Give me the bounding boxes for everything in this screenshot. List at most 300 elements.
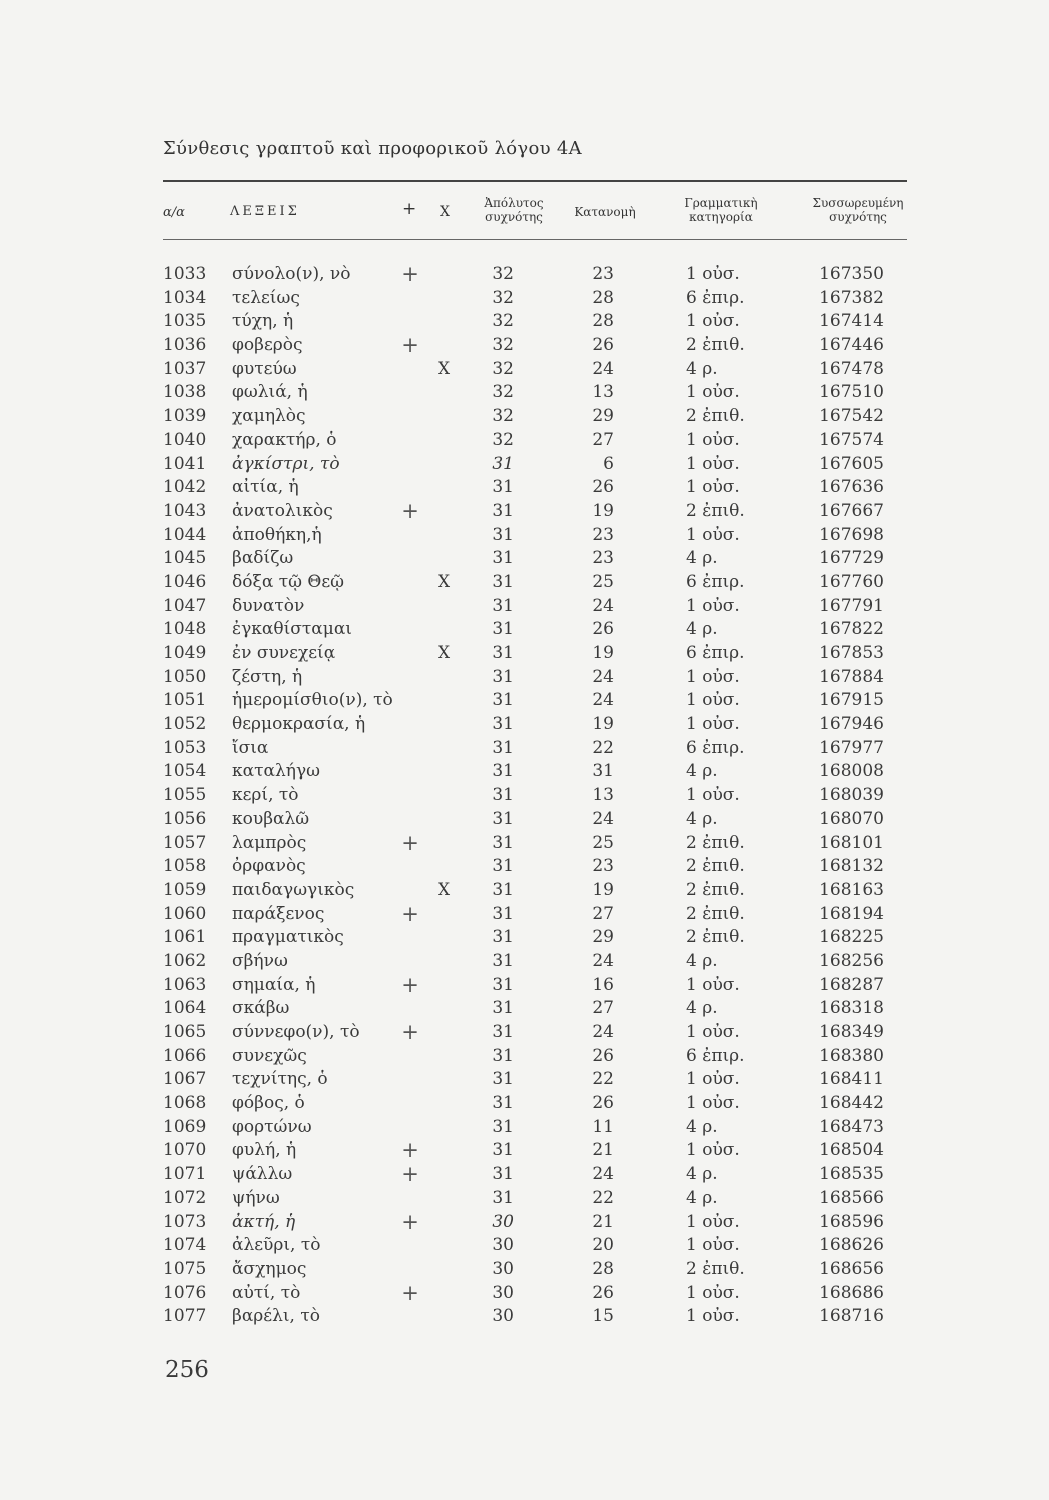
cell-rank: 6 — [603, 453, 614, 474]
cell-word: σύννεφο(ν), τὸ — [232, 1022, 360, 1042]
cell-word: φορτώνω — [232, 1116, 312, 1137]
cell-word: ἴσια — [232, 737, 269, 758]
cell-word: σημαία, ἡ — [232, 974, 316, 995]
table-row — [0, 381, 1049, 405]
table-row — [0, 832, 1049, 856]
cell-word: θερμοκρασία, ἡ — [232, 714, 366, 735]
cell-gram: 1 οὐσ. — [686, 1022, 740, 1042]
cell-gram: 4 ρ. — [686, 1187, 718, 1208]
cell-cum: 168442 — [819, 1093, 884, 1114]
table-row — [0, 1211, 1049, 1235]
cell-word: φωλιά, ἡ — [232, 382, 308, 403]
cell-word: τεχνίτης, ὁ — [232, 1069, 328, 1090]
cell-abs: 31 — [492, 714, 514, 735]
table-row — [0, 666, 1049, 690]
cell-gram: 6 ἐπιρ. — [686, 287, 745, 308]
table-row — [0, 310, 1049, 334]
cell-cum: 167791 — [819, 595, 884, 616]
cell-plus: + — [401, 262, 419, 286]
cell-word: τύχη, ἡ — [232, 311, 294, 332]
cell-gram: 4 ρ. — [686, 619, 718, 640]
table-row — [0, 855, 1049, 879]
cell-abs: 31 — [492, 974, 514, 995]
table-row — [0, 1116, 1049, 1140]
cell-gram: 2 ἐπιθ. — [686, 1258, 745, 1279]
cell-gram: 1 οὐσ. — [686, 311, 740, 332]
cell-rank: 28 — [592, 287, 614, 308]
cell-x: Χ — [438, 643, 451, 663]
table-row — [0, 1163, 1049, 1187]
cell-cum: 167510 — [819, 382, 884, 403]
cell-abs: 30 — [492, 1211, 514, 1232]
cell-gram: 2 ἐπιθ. — [686, 879, 745, 900]
cell-num: 1042 — [163, 477, 207, 498]
cell-rank: 24 — [592, 358, 614, 379]
cell-plus: + — [401, 1280, 419, 1305]
cell-rank: 27 — [592, 903, 614, 924]
table-row — [0, 547, 1049, 571]
cell-cum: 168566 — [819, 1187, 884, 1208]
cell-abs: 32 — [492, 264, 514, 284]
cell-rank: 28 — [592, 311, 614, 332]
cell-num: 1040 — [163, 429, 207, 450]
cell-word: παράξενος — [232, 903, 325, 924]
cell-num: 1065 — [163, 1022, 207, 1042]
cell-rank: 26 — [592, 619, 614, 640]
cell-num: 1035 — [163, 311, 207, 332]
cell-word: πραγματικὸς — [232, 927, 344, 948]
cell-plus: + — [401, 830, 419, 855]
cell-cum: 168716 — [819, 1306, 884, 1327]
cell-abs: 30 — [492, 1306, 514, 1327]
cell-cum: 167542 — [819, 406, 884, 427]
cell-abs: 31 — [492, 1116, 514, 1137]
cell-gram: 1 οὐσ. — [686, 1306, 740, 1327]
cell-word: ἀκτή, ἡ — [232, 1211, 296, 1232]
table-row — [0, 642, 1049, 666]
cell-num: 1033 — [163, 264, 207, 284]
table-row — [0, 1139, 1049, 1163]
cell-gram: 1 οὐσ. — [686, 666, 740, 687]
cell-cum: 168535 — [819, 1164, 884, 1185]
cell-gram: 1 οὐσ. — [686, 690, 740, 711]
cell-plus: + — [401, 972, 419, 997]
cell-cum: 167977 — [819, 737, 884, 758]
cell-gram: 6 ἐπιρ. — [686, 737, 745, 758]
cell-word: σύνολο(ν), νὸ — [232, 264, 351, 284]
cell-num: 1057 — [163, 832, 207, 853]
table-row — [0, 1068, 1049, 1092]
cell-num: 1037 — [163, 358, 207, 379]
cell-num: 1054 — [163, 761, 207, 782]
cell-num: 1036 — [163, 335, 207, 356]
cell-num: 1053 — [163, 737, 207, 758]
cell-word: ὀρφανὸς — [232, 856, 306, 877]
table-row — [0, 429, 1049, 453]
cell-rank: 23 — [592, 524, 614, 545]
cell-cum: 168318 — [819, 998, 884, 1019]
cell-gram: 6 ἐπιρ. — [686, 571, 745, 592]
cell-gram: 2 ἐπιθ. — [686, 832, 745, 853]
page-number: 256 — [165, 1357, 209, 1383]
cell-num: 1073 — [163, 1211, 207, 1232]
cell-num: 1051 — [163, 690, 207, 711]
table-row — [0, 1305, 1049, 1329]
table-row — [0, 500, 1049, 524]
cell-abs: 31 — [492, 856, 514, 877]
cell-num: 1060 — [163, 903, 207, 924]
table-row — [0, 476, 1049, 500]
cell-rank: 21 — [592, 1140, 614, 1161]
cell-rank: 25 — [592, 571, 614, 592]
cell-x: Χ — [438, 571, 451, 592]
cell-num: 1055 — [163, 785, 207, 806]
table-row — [0, 334, 1049, 358]
cell-gram: 2 ἐπιθ. — [686, 406, 745, 427]
cell-num: 1046 — [163, 571, 207, 592]
cell-word: σκάβω — [232, 998, 290, 1019]
cell-num: 1056 — [163, 808, 207, 829]
cell-gram: 1 οὐσ. — [686, 1093, 740, 1114]
table-row — [0, 618, 1049, 642]
cell-abs: 31 — [492, 761, 514, 782]
cell-abs: 31 — [492, 785, 514, 806]
cell-gram: 2 ἐπιθ. — [686, 927, 745, 948]
cell-plus: + — [401, 1209, 419, 1234]
cell-plus: + — [401, 333, 419, 358]
table-row — [0, 713, 1049, 737]
table-row — [0, 405, 1049, 429]
cell-abs: 31 — [492, 1022, 514, 1042]
table-row — [0, 760, 1049, 784]
cell-abs: 31 — [492, 903, 514, 924]
header-distribution: Κατανομὴ — [574, 205, 636, 219]
cell-rank: 16 — [592, 974, 614, 995]
cell-gram: 2 ἐπιθ. — [686, 856, 745, 877]
table-row — [0, 524, 1049, 548]
cell-gram: 1 οὐσ. — [686, 1211, 740, 1232]
cell-num: 1066 — [163, 1045, 207, 1066]
cell-cum: 167853 — [819, 643, 884, 663]
cell-rank: 26 — [592, 1282, 614, 1303]
cell-abs: 31 — [492, 927, 514, 948]
cell-abs: 32 — [492, 287, 514, 308]
cell-abs: 30 — [492, 1235, 514, 1256]
table-row — [0, 1021, 1049, 1045]
cell-plus: + — [401, 1162, 419, 1187]
cell-abs: 31 — [492, 571, 514, 592]
cell-gram: 4 ρ. — [686, 1116, 718, 1137]
cell-abs: 30 — [492, 1282, 514, 1303]
header-plus: + — [402, 199, 417, 219]
cell-abs: 31 — [492, 879, 514, 900]
cell-word: συνεχῶς — [232, 1045, 307, 1066]
cell-cum: 167698 — [819, 524, 884, 545]
cell-cum: 168380 — [819, 1045, 884, 1066]
cell-abs: 31 — [492, 666, 514, 687]
cell-cum: 167605 — [819, 453, 884, 474]
cell-gram: 2 ἐπιθ. — [686, 903, 745, 924]
cell-abs: 31 — [492, 1164, 514, 1185]
cell-cum: 168008 — [819, 761, 884, 782]
cell-rank: 19 — [592, 879, 614, 900]
cell-gram: 2 ἐπιθ. — [686, 500, 745, 521]
cell-word: φυλή, ἡ — [232, 1140, 297, 1161]
cell-cum: 168194 — [819, 903, 884, 924]
cell-abs: 31 — [492, 477, 514, 498]
table-row — [0, 689, 1049, 713]
cell-abs: 31 — [492, 690, 514, 711]
cell-abs: 31 — [492, 643, 514, 663]
cell-word: αἰτία, ἡ — [232, 477, 299, 498]
header-grammatical-category-line1: Γραμματικὴ — [684, 196, 758, 210]
cell-cum: 168256 — [819, 950, 884, 971]
cell-rank: 27 — [592, 998, 614, 1019]
cell-gram: 1 οὐσ. — [686, 974, 740, 995]
cell-num: 1072 — [163, 1187, 207, 1208]
cell-word: ἀνατολικὸς — [232, 500, 333, 521]
cell-rank: 29 — [592, 406, 614, 427]
cell-num: 1049 — [163, 643, 207, 663]
cell-num: 1044 — [163, 524, 207, 545]
cell-cum: 168596 — [819, 1211, 884, 1232]
cell-gram: 4 ρ. — [686, 950, 718, 971]
cell-cum: 167667 — [819, 500, 884, 521]
cell-num: 1047 — [163, 595, 207, 616]
cell-gram: 1 οὐσ. — [686, 453, 740, 474]
cell-abs: 31 — [492, 1069, 514, 1090]
cell-word: τελείως — [232, 287, 300, 308]
cell-word: ἀλεῦρι, τὸ — [232, 1235, 321, 1256]
cell-cum: 167884 — [819, 666, 884, 687]
cell-gram: 1 οὐσ. — [686, 477, 740, 498]
cell-num: 1045 — [163, 548, 207, 569]
table-row — [0, 1045, 1049, 1069]
cell-cum: 168039 — [819, 785, 884, 806]
cell-gram: 4 ρ. — [686, 998, 718, 1019]
header-serial: α/α — [163, 205, 185, 220]
cell-cum: 167382 — [819, 287, 884, 308]
cell-abs: 32 — [492, 358, 514, 379]
cell-num: 1071 — [163, 1164, 207, 1185]
cell-rank: 26 — [592, 335, 614, 356]
cell-word: ζέστη, ἡ — [232, 666, 303, 687]
cell-rank: 22 — [592, 1187, 614, 1208]
cell-cum: 168504 — [819, 1140, 884, 1161]
table-row — [0, 1187, 1049, 1211]
cell-rank: 11 — [592, 1116, 614, 1137]
cell-rank: 29 — [592, 927, 614, 948]
cell-gram: 1 οὐσ. — [686, 595, 740, 616]
cell-rank: 22 — [592, 1069, 614, 1090]
cell-cum: 168101 — [819, 832, 884, 853]
table-row — [0, 287, 1049, 311]
cell-cum: 167760 — [819, 571, 884, 592]
header-top-rule — [163, 180, 907, 182]
cell-cum: 167414 — [819, 311, 884, 332]
cell-rank: 28 — [592, 1258, 614, 1279]
cell-word: φοβερὸς — [232, 335, 303, 356]
cell-rank: 13 — [592, 382, 614, 403]
cell-num: 1038 — [163, 382, 207, 403]
cell-gram: 2 ἐπιθ. — [686, 335, 745, 356]
cell-cum: 167478 — [819, 358, 884, 379]
cell-num: 1034 — [163, 287, 207, 308]
cell-word: ψήνω — [232, 1187, 280, 1208]
cell-num: 1039 — [163, 406, 207, 427]
cell-gram: 1 οὐσ. — [686, 1069, 740, 1090]
cell-rank: 20 — [592, 1235, 614, 1256]
cell-gram: 4 ρ. — [686, 358, 718, 379]
cell-abs: 31 — [492, 737, 514, 758]
cell-x: Χ — [438, 879, 451, 900]
cell-abs: 31 — [492, 808, 514, 829]
cell-rank: 19 — [592, 643, 614, 663]
cell-rank: 23 — [592, 856, 614, 877]
header-grammatical-category-line2: κατηγορία — [689, 210, 753, 224]
header-absolute-frequency-line2: συχνότης — [485, 210, 543, 224]
cell-plus: + — [401, 498, 419, 523]
cell-rank: 31 — [592, 761, 614, 782]
cell-gram: 1 οὐσ. — [686, 714, 740, 735]
cell-num: 1052 — [163, 714, 207, 735]
cell-cum: 168132 — [819, 856, 884, 877]
cell-gram: 4 ρ. — [686, 1164, 718, 1185]
cell-num: 1059 — [163, 879, 207, 900]
cell-rank: 23 — [592, 264, 614, 284]
cell-rank: 24 — [592, 666, 614, 687]
cell-rank: 26 — [592, 477, 614, 498]
cell-num: 1061 — [163, 927, 207, 948]
cell-rank: 21 — [592, 1211, 614, 1232]
cell-gram: 1 οὐσ. — [686, 524, 740, 545]
cell-word: παιδαγωγικὸς — [232, 879, 355, 900]
header-cumulative-frequency — [800, 196, 916, 224]
word-table — [0, 263, 1049, 1329]
cell-word: ψάλλω — [232, 1164, 293, 1185]
cell-word: ἐν συνεχείᾳ — [232, 643, 336, 663]
cell-rank: 24 — [592, 690, 614, 711]
cell-cum: 168163 — [819, 879, 884, 900]
cell-num: 1075 — [163, 1258, 207, 1279]
cell-word: αὐτί, τὸ — [232, 1282, 301, 1303]
cell-gram: 1 οὐσ. — [686, 382, 740, 403]
table-row — [0, 1282, 1049, 1306]
cell-abs: 31 — [492, 595, 514, 616]
cell-gram: 4 ρ. — [686, 808, 718, 829]
header-cumulative-frequency-line2: συχνότης — [829, 210, 887, 224]
header-absolute-frequency — [470, 196, 558, 224]
cell-abs: 32 — [492, 429, 514, 450]
cell-plus: + — [401, 1020, 419, 1044]
cell-cum: 167350 — [819, 264, 884, 284]
table-row — [0, 997, 1049, 1021]
cell-num: 1076 — [163, 1282, 207, 1303]
cell-rank: 23 — [592, 548, 614, 569]
cell-num: 1062 — [163, 950, 207, 971]
cell-num: 1077 — [163, 1306, 207, 1327]
table-row — [0, 879, 1049, 903]
cell-cum: 168473 — [819, 1116, 884, 1137]
cell-abs: 31 — [492, 1187, 514, 1208]
cell-cum: 168225 — [819, 927, 884, 948]
cell-gram: 6 ἐπιρ. — [686, 1045, 745, 1066]
cell-num: 1064 — [163, 998, 207, 1019]
table-row — [0, 595, 1049, 619]
table-row — [0, 808, 1049, 832]
cell-cum: 167636 — [819, 477, 884, 498]
cell-abs: 31 — [492, 950, 514, 971]
cell-word: καταλήγω — [232, 761, 320, 782]
cell-word: ἀποθήκη,ἡ — [232, 524, 322, 545]
cell-rank: 24 — [592, 950, 614, 971]
cell-abs: 31 — [492, 524, 514, 545]
cell-num: 1074 — [163, 1235, 207, 1256]
cell-cum: 167729 — [819, 548, 884, 569]
table-row — [0, 974, 1049, 998]
table-row — [0, 1258, 1049, 1282]
cell-rank: 27 — [592, 429, 614, 450]
cell-num: 1041 — [163, 453, 207, 474]
cell-cum: 168287 — [819, 974, 884, 995]
cell-num: 1069 — [163, 1116, 207, 1137]
header-grammatical-category — [668, 196, 774, 224]
cell-rank: 15 — [592, 1306, 614, 1327]
cell-gram: 1 οὐσ. — [686, 1282, 740, 1303]
cell-rank: 24 — [592, 1022, 614, 1042]
cell-rank: 19 — [592, 500, 614, 521]
header-cumulative-frequency-line1: Συσσωρευμένη — [812, 196, 904, 210]
cell-num: 1050 — [163, 666, 207, 687]
cell-cum: 167822 — [819, 619, 884, 640]
cell-abs: 31 — [492, 998, 514, 1019]
cell-cum: 168626 — [819, 1235, 884, 1256]
cell-cum: 168656 — [819, 1258, 884, 1279]
cell-abs: 31 — [492, 832, 514, 853]
cell-word: φυτεύω — [232, 358, 297, 379]
cell-word: δόξα τῷ Θεῷ — [232, 571, 344, 592]
table-row — [0, 1092, 1049, 1116]
table-row — [0, 950, 1049, 974]
cell-rank: 19 — [592, 714, 614, 735]
cell-cum: 167915 — [819, 690, 884, 711]
cell-gram: 1 οὐσ. — [686, 785, 740, 806]
cell-gram: 1 οὐσ. — [686, 429, 740, 450]
header-words: ΛΕΞΕΙΣ — [230, 204, 300, 219]
cell-cum: 168349 — [819, 1022, 884, 1042]
cell-abs: 31 — [492, 1093, 514, 1114]
cell-cum: 168070 — [819, 808, 884, 829]
cell-rank: 24 — [592, 808, 614, 829]
cell-num: 1068 — [163, 1093, 207, 1114]
cell-word: λαμπρὸς — [232, 832, 307, 853]
table-row — [0, 903, 1049, 927]
cell-rank: 25 — [592, 832, 614, 853]
cell-abs: 31 — [492, 548, 514, 569]
cell-gram: 1 οὐσ. — [686, 264, 740, 284]
cell-num: 1063 — [163, 974, 207, 995]
table-row — [0, 737, 1049, 761]
cell-abs: 30 — [492, 1258, 514, 1279]
cell-word: ἐγκαθίσταμαι — [232, 619, 352, 640]
cell-abs: 32 — [492, 382, 514, 403]
table-row — [0, 358, 1049, 382]
cell-word: κουβαλῶ — [232, 808, 310, 829]
cell-abs: 32 — [492, 335, 514, 356]
header-absolute-frequency-line1: Ἀπόλυτος — [484, 196, 544, 210]
cell-rank: 13 — [592, 785, 614, 806]
cell-rank: 22 — [592, 737, 614, 758]
